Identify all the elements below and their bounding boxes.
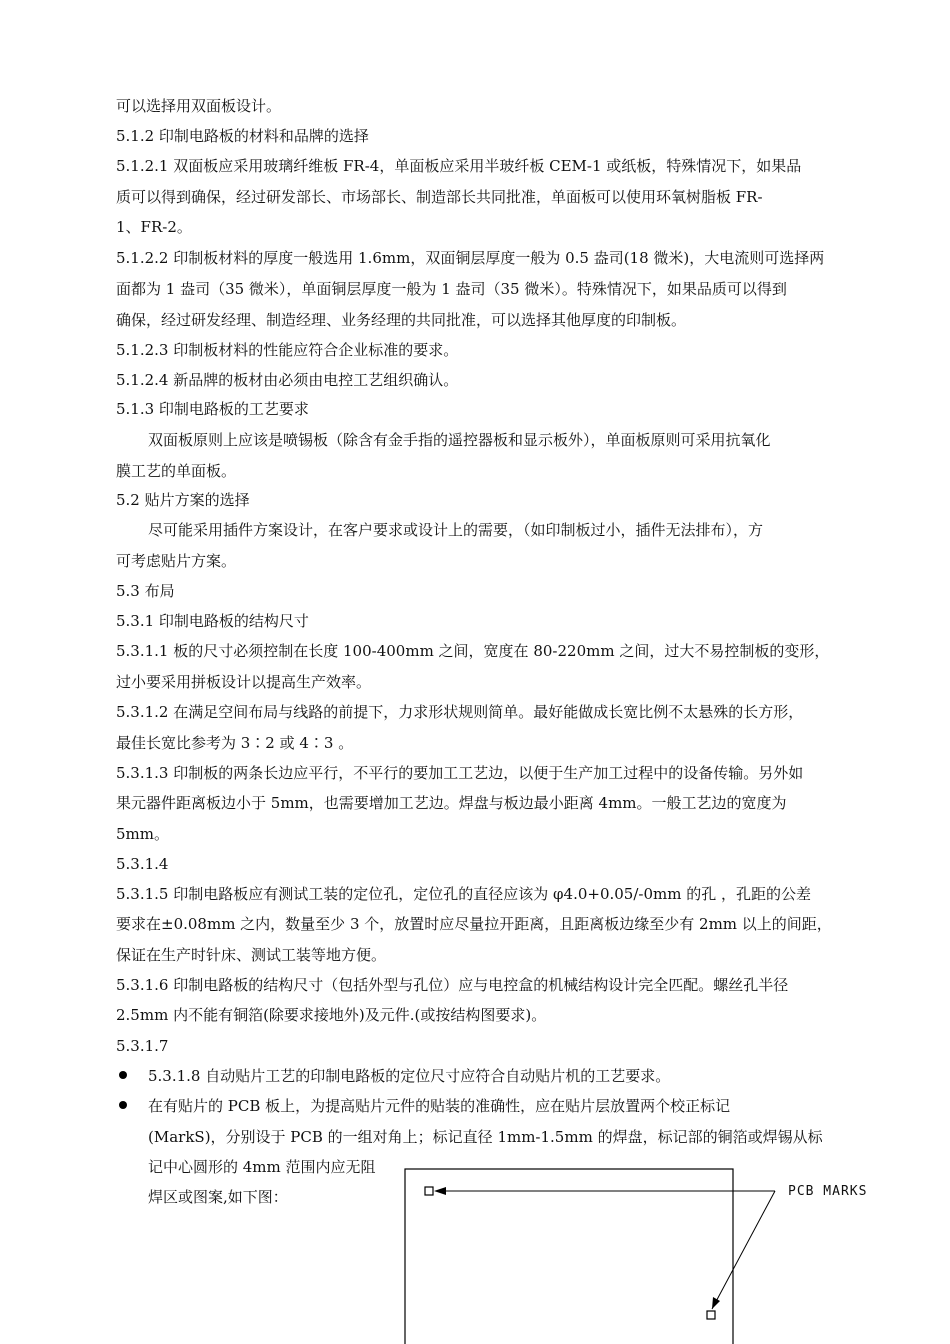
text-line: 可考虑贴片方案。 <box>116 552 237 570</box>
section-heading: 5.2 贴片方案的选择 <box>116 491 250 509</box>
list-item: 记中心圆形的 4mm 范围内应无阻 <box>148 1158 376 1176</box>
text-line: 5.3.1.3 印制板的两条长边应平行，不平行的要加工工艺边，以便于生产加工过程中的设备传输。另外如 <box>116 764 804 782</box>
text-line: 5.3.1.1 板的尺寸必须控制在长度 100-400mm 之间，宽度在 80-220mm 之间，过大不易控制板的变形， <box>116 642 830 660</box>
arrow-head-top <box>434 1187 446 1195</box>
list-item: 5.3.1.8 自动贴片工艺的印制电路板的定位尺寸应符合自动贴片机的工艺要求。 <box>148 1067 671 1085</box>
text-line: 5.3.1.6 印制电路板的结构尺寸（包括外型与孔位）应与电控盒的机械结构设计完全匹配。螺丝孔半径 <box>116 976 789 994</box>
text-line: 确保，经过研发经理、制造经理、业务经理的共同批准，可以选择其他厚度的印制板。 <box>116 311 687 329</box>
text-line: 5.3.1.4 <box>116 855 169 873</box>
mark-top-left <box>425 1187 433 1195</box>
figure-label: PCB MARKS <box>788 1184 868 1199</box>
text-line: 要求在±0.08mm 之内，数量至少 3 个，放置时应尽量拉开距离，且距离板边缘至少有 2mm 以上的间距， <box>116 915 832 933</box>
text-line: 最佳长宽比参考为 3∶2 或 4∶3 。 <box>116 734 354 752</box>
text-line: 尽可能采用插件方案设计，在客户要求或设计上的需要，（如印制板过小，插件无法排布），方 <box>148 521 764 539</box>
leader-line-diagonal <box>712 1191 775 1309</box>
text-line: 质可以得到确保，经过研发部长、市场部长、制造部长共同批准，单面板可以使用环氧树脂板 FR- <box>116 188 763 206</box>
text-line: 5.1.2.2 印制板材料的厚度一般选用 1.6mm，双面铜层厚度一般为 0.5 盎司(18 微米)，大电流则可选择两 <box>116 249 825 267</box>
bullet-icon <box>119 1071 127 1079</box>
text-line: 可以选择用双面板设计。 <box>116 97 282 115</box>
text-line: 面都为 1 盎司（35 微米），单面铜层厚度一般为 1 盎司（35 微米）。特殊情况下，如果品质可以得到 <box>116 280 787 298</box>
text-line: 过小要采用拼板设计以提高生产效率。 <box>116 673 372 691</box>
text-line: 保证在生产时针床、测试工装等地方便。 <box>116 946 387 964</box>
mark-bottom-right <box>707 1311 715 1319</box>
list-item: 在有贴片的 PCB 板上，为提高贴片元件的贴装的准确性，应在贴片层放置两个校正标记 <box>148 1097 731 1115</box>
text-line: 5mm。 <box>116 825 169 843</box>
text-line: 双面板原则上应该是喷锡板（除含有金手指的遥控器板和显示板外），单面板原则可采用抗氧化 <box>148 431 771 449</box>
section-heading: 5.1.2 印制电路板的材料和品牌的选择 <box>116 127 369 145</box>
list-item: 焊区或图案,如下图： <box>148 1188 288 1206</box>
pcb-board-outline <box>405 1169 733 1344</box>
section-heading: 5.3.1 印制电路板的结构尺寸 <box>116 612 309 630</box>
text-line: 5.3.1.5 印制电路板应有测试工装的定位孔，定位孔的直径应该为 φ4.0+0.05/-0mm 的孔 ，孔距的公差 <box>116 885 811 903</box>
text-line: 果元器件距离板边小于 5mm，也需要增加工艺边。焊盘与板边最小距离 4mm。一般工艺边的宽度为 <box>116 794 787 812</box>
bullet-icon <box>119 1101 127 1109</box>
text-line: 5.1.2.4 新品牌的板材由必须由电控工艺组织确认。 <box>116 371 459 389</box>
list-item: (MarkS)，分别设于 PCB 的一组对角上；标记直径 1mm-1.5mm 的焊盘，标记部的铜箔或焊锡从标 <box>148 1128 823 1146</box>
text-line: 5.1.2.1 双面板应采用玻璃纤维板 FR-4，单面板应采用半玻纤板 CEM-1 或纸板，特殊情况下，如果品 <box>116 157 802 175</box>
arrow-head-bottom <box>712 1297 720 1309</box>
text-line: 5.3.1.2 在满足空间布局与线路的前提下，力求形状规则简单。最好能做成长宽比例不太悬殊的长方形， <box>116 703 804 721</box>
section-heading: 5.1.3 印制电路板的工艺要求 <box>116 400 309 418</box>
text-line: 5.1.2.3 印制板材料的性能应符合企业标准的要求。 <box>116 341 459 359</box>
section-heading: 5.3 布局 <box>116 582 175 600</box>
text-line: 5.3.1.7 <box>116 1037 169 1055</box>
text-line: 膜工艺的单面板。 <box>116 462 237 480</box>
text-line: 2.5mm 内不能有铜箔(除要求接地外)及元件.(或按结构图要求)。 <box>116 1006 547 1024</box>
text-line: 1、FR-2。 <box>116 218 192 236</box>
